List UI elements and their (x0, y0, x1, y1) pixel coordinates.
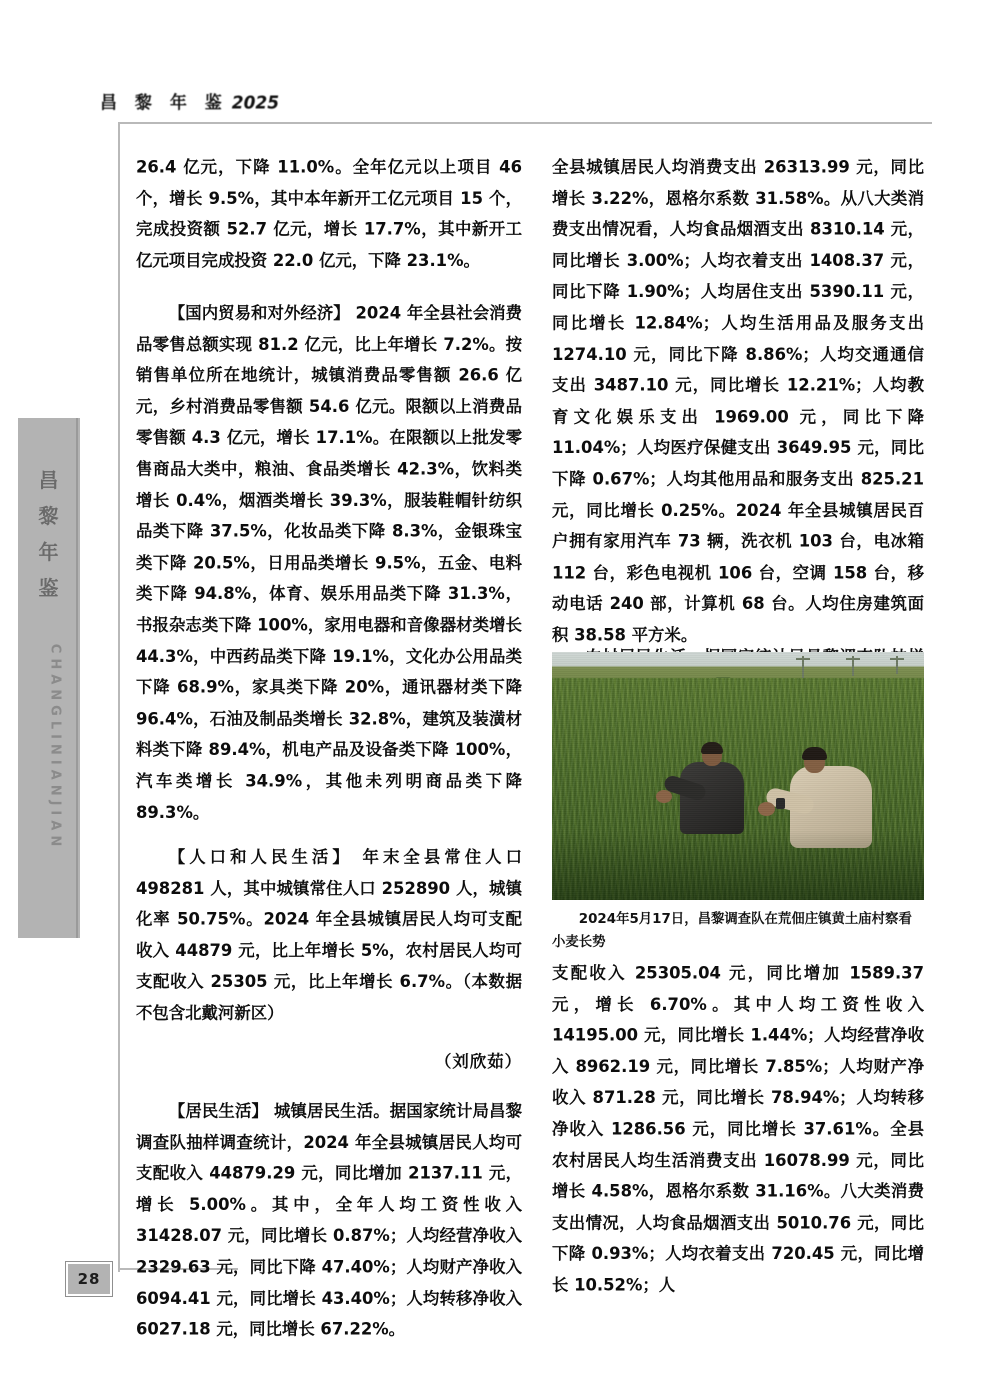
side-tab-pinyin: CHANGLINIANJIAN (47, 643, 63, 852)
photo-foreground-shadow (552, 830, 924, 900)
photo-wheat-field-inspection (552, 652, 924, 900)
photo-person-left-hair (701, 742, 723, 754)
photo-person-right-hand (758, 802, 775, 816)
running-header-title: 昌 黎 年 鉴 (100, 92, 228, 114)
photo-utility-pole-3 (896, 656, 898, 674)
paragraph-continued-investment: 26.4 亿元，下降 11.0%。全年亿元以上项目 46 个，增长 9.5%，其中本年新开工亿元项目 15 个，完成投资额 52.7 亿元，增长 17.7%，其中新开工亿元项目完成投资 22.0 亿元，下降 23.1%。 (136, 157, 522, 271)
side-tab-char-2: 年 (38, 540, 60, 564)
paragraph-population: 【人口和人民生活】 年末全县常住人口 498281 人，其中城镇常住人口 252890 人，城镇化率 50.75%。2024 年全县城镇居民人均可支配收入 44879 元，比上年增长 5%，农村居民人均可支配收入 25305 元，比上年增长 6.7%。（本数据不包含北戴河新区） (136, 847, 522, 1023)
running-header-year: 2025 (231, 92, 280, 114)
photo-person-right-watch (776, 798, 785, 809)
side-tab-title-vertical (18, 462, 80, 606)
right-text-column-lower (552, 958, 924, 1295)
side-tab-char-0: 昌 (38, 468, 60, 492)
running-header (100, 88, 500, 114)
left-text-column (136, 152, 522, 1341)
photo-utility-pole-1 (802, 656, 804, 678)
paragraph-byline: （刘欣茹） (435, 1052, 522, 1072)
side-tab-char-1: 黎 (38, 504, 60, 528)
photo-person-right-hair (802, 747, 827, 760)
paragraph-domestic-trade: 【国内贸易和对外经济】 2024 年全县社会消费品零售总额实现 81.2 亿元，比上年增长 7.2%。按销售单位所在地统计，城镇消费品零售额 26.6 亿元，乡村消费品零售额 54.6 亿元。限额以上消费品零售额 4.3 亿元，增长 17.1%。在限额以上批发零售商品大类中，粮油、食品类增长 42.3%，饮料类增长 0.4%，烟酒类增长 39.3%，服装鞋帽针纺织品类下降 37.5%，化妆品类下降 8.3%，金银珠宝类下降 20.5%，日用品类增长 9.5%，五金、电料类下降 94.8%，体育、娱乐用品类下降 31.3%，书报杂志类下降 100%，家用电器和音像器材类增长 44.3%，中西药品类下降 19.1%，文化办公用品类下降 68.9%，家具类下降 20%，通讯器材类下降 96.4%，石油及制品类增长 32.8%，建筑及装潢材料类下降 89.4%，机电产品及设备类下降 100%，汽车类增长 34.9%，其他未列明商品类下降 89.3%。 (136, 303, 522, 823)
paragraph-urban-expenditure: 全县城镇居民人均消费支出 26313.99 元，同比增长 3.22%，恩格尔系数 31.58%。从八大类消费支出情况看，人均食品烟酒支出 8310.14 元，同比增长 3.00%；人均衣着支出 1408.37 元，同比下降 1.90%；人均居住支出 5390.11 元，同比增长 12.84%；人均生活用品及服务支出 1274.10 元，同比下降 8.86%；人均交通通信支出 3487.10 元，同比增长 12.21%；人均教育文化娱乐支出 1969.00 元，同比下降 11.04%；人均医疗保健支出 3649.95 元，同比下降 0.67%；人均其他用品和服务支出 825.21 元，同比增长 0.25%。2024 年全县城镇居民百户拥有家用汽车 73 辆，洗衣机 103 台，电冰箱 112 台，彩色电视机 106 台，空调 158 台，移动电话 240 部，计算机 68 台。人均住房建筑面积 38.58 平方米。 (552, 157, 924, 645)
right-text-column (552, 152, 924, 703)
running-header-text (100, 87, 500, 113)
photo-person-left-hand (656, 790, 672, 803)
side-tab-char-3: 鉴 (38, 576, 60, 600)
photo-figure (552, 652, 924, 900)
paragraph-rural-continued: 支配收入 25305.04 元，同比增加 1589.37 元，增长 6.70%。其中人均工资性收入 14195.00 元，同比增长 1.44%；人均经营净收入 8962.19 元，同比增长 7.85%；人均财产净收入 871.28 元，同比增长 78.94%；人均转移净收入 1286.56 元，同比增长 37.61%。全县农村居民人均生活消费支出 16078.99 元，同比增长 4.58%，恩格尔系数 31.16%。八大类消费支出情况，人均食品烟酒支出 5010.76 元，同比下降 0.93%；人均衣着支出 720.45 元，同比增长 10.52%；人 (552, 963, 924, 1295)
paragraph-residents-life: 【居民生活】 城镇居民生活。据国家统计局昌黎调查队抽样调查统计，2024 年全县城镇居民人均可支配收入 44879.29 元，同比增加 2137.11 元，增长 5.00%。其中，全年人均工资性收入 31428.07 元，同比增长 0.87%；人均经营净收入 2329.63 元，同比下降 47.40%；人均财产净收入 6094.41 元，同比增长 43.40%；人均转移净收入 6027.18 元，同比增长 67.22%。 (136, 1101, 522, 1339)
photo-caption: 2024年5月17日，昌黎调查队在荒佃庄镇黄土庙村察看小麦长势 (552, 912, 912, 950)
photo-utility-pole-2 (852, 656, 854, 676)
page-number: 28 (66, 1262, 112, 1296)
